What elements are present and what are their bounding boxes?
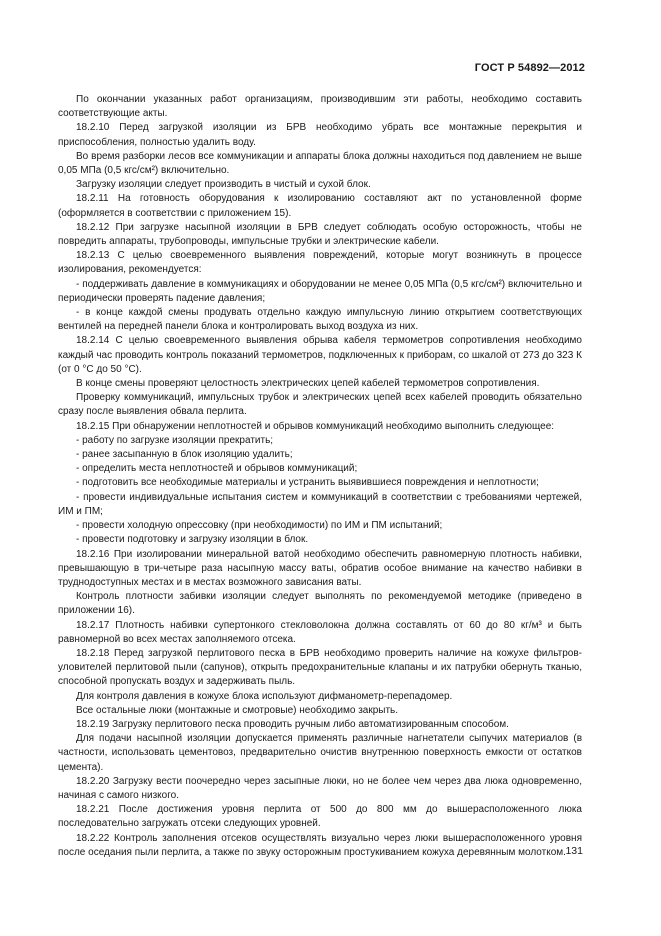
paragraph: 18.2.14 С целью своевременного выявления обрыва кабеля термометров сопротивления необходимо каждый час проводить контроль показаний термометров, подключенных к приборам, со шкалой от 273 до 323 К (от 0 °С до 50 °С). xyxy=(58,335,582,375)
paragraph: 18.2.17 Плотность набивки супертонкого стекловолокна должна составлять от 60 до 80 кг/м³ и быть равномерной во всех местах заполняемого отсека. xyxy=(58,619,582,645)
list-item: - провести подготовку и загрузку изоляции в блок. xyxy=(76,534,309,546)
paragraph: Проверку коммуникаций, импульсных трубок и электрических цепей всех кабелей проводить обязательно сразу после выявления обвала перлита. xyxy=(58,392,582,418)
paragraph: 18.2.19 Загрузку перлитового песка проводить ручным либо автоматизированным способом. xyxy=(76,718,509,730)
list-item: - поддерживать давление в коммуникациях и оборудовании не менее 0,05 МПа (0,5 кгс/см²) включительно и периодически проверять падение давления; xyxy=(58,278,582,304)
paragraph: Для контроля давления в кожухе блока используют дифманометр-перепадомер. xyxy=(76,690,453,702)
list-item: - в конце каждой смены продувать отдельно каждую импульсную линию открытием соответствующих вентилей на передней панели блока и контролировать выход воздуха из них. xyxy=(58,307,582,333)
list-item: - определить места неплотностей и обрывов коммуникаций; xyxy=(76,463,358,475)
paragraph: Все остальные люки (монтажные и смотровые) необходимо закрыть. xyxy=(76,704,399,716)
paragraph: 18.2.20 Загрузку вести поочередно через засыпные люки, но не более чем через два люка одновременно, начиная с самого низкого. xyxy=(58,775,582,801)
paragraph: Для подачи насыпной изоляции допускается применять различные нагнетатели сыпучих материалов (в частности, использовать цементовоз, предварительно очистив внутреннюю поверхность емкости от остатков цемента). xyxy=(58,733,582,773)
page-number: 131 xyxy=(565,845,583,857)
paragraph: 18.2.12 При загрузке насыпной изоляции в БРВ следует соблюдать особую осторожность, чтобы не повредить аппараты, трубопроводы, импульсные трубки и электрические кабели. xyxy=(58,221,582,248)
list-item: - провести индивидуальные испытания систем и коммуникаций в соответствии с требованиями чертежей, ИМ и ПМ; xyxy=(58,491,582,517)
paragraph: 18.2.10 Перед загрузкой изоляции из БРВ необходимо убрать все монтажные перекрытия и приспособления, полностью удалить воду. xyxy=(58,122,582,148)
paragraph: 18.2.21 После достижения уровня перлита от 500 до 800 мм до вышерасположенного люка последовательно загружать отсеки следующих уровней. xyxy=(58,804,582,830)
paragraph: По окончании указанных работ организациям, производившим эти работы, необходимо составить соответствующие акты. xyxy=(58,94,582,120)
paragraph: 18.2.16 При изолировании минеральной ватой необходимо обеспечить равномерную плотность набивки, превышающую в три-четыре раза насыпную массу ваты, обратив особое внимание на качество набивки в труднодоступных местах и в местах возможного зависания ваты. xyxy=(58,548,582,588)
paragraph: 18.2.22 Контроль заполнения отсеков осуществлять визуально через люки вышерасположенного уровня после оседания пыли перлита, а также по звуку осторожным простукиванием кожуха деревянным молотком. xyxy=(58,832,582,858)
paragraph: Во время разборки лесов все коммуникации и аппараты блока должны находиться под давлением не выше 0,05 МПа (0,5 кгс/см²) включительно. xyxy=(58,150,582,177)
list-item: - провести холодную опрессовку (при необходимости) по ИМ и ПМ испытаний; xyxy=(76,520,443,532)
standard-designation: ГОСТ Р 54892—2012 xyxy=(474,62,585,74)
list-item: - подготовить все необходимые материалы и устранить выявившиеся повреждения и неплотности; xyxy=(76,477,539,489)
paragraph: В конце смены проверяют целостность электрических цепей кабелей термометров сопротивления. xyxy=(76,378,540,390)
paragraph: 18.2.18 Перед загрузкой перлитового песка в БРВ необходимо проверить наличие на кожухе фильтров-уловителей перлитовой пыли (сапунов), открыть предохранительные клапаны и их патрубки обернуть тканью, способной пропускать воздух и задерживать пыль. xyxy=(58,647,582,688)
paragraph: 18.2.15 При обнаружении неплотностей и обрывов коммуникаций необходимо выполнить следующее: xyxy=(76,420,555,432)
list-item: - ранее засыпанную в блок изоляцию удалить; xyxy=(76,449,293,461)
paragraph: 18.2.11 На готовность оборудования к изолированию составляют акт по установленной форме (оформляется в соответствии с приложением 15). xyxy=(58,193,582,219)
paragraph: Контроль плотности забивки изоляции следует выполнять по рекомендуемой методике (приведено в приложении 16). xyxy=(58,591,582,617)
paragraph: Загрузку изоляции следует производить в чистый и сухой блок. xyxy=(76,179,371,191)
paragraph: 18.2.13 С целью своевременного выявления повреждений, которые могут возникнуть в процессе изолирования, рекомендуется: xyxy=(58,250,582,276)
document-body xyxy=(58,93,582,860)
list-item: - работу по загрузке изоляции прекратить; xyxy=(76,434,274,446)
